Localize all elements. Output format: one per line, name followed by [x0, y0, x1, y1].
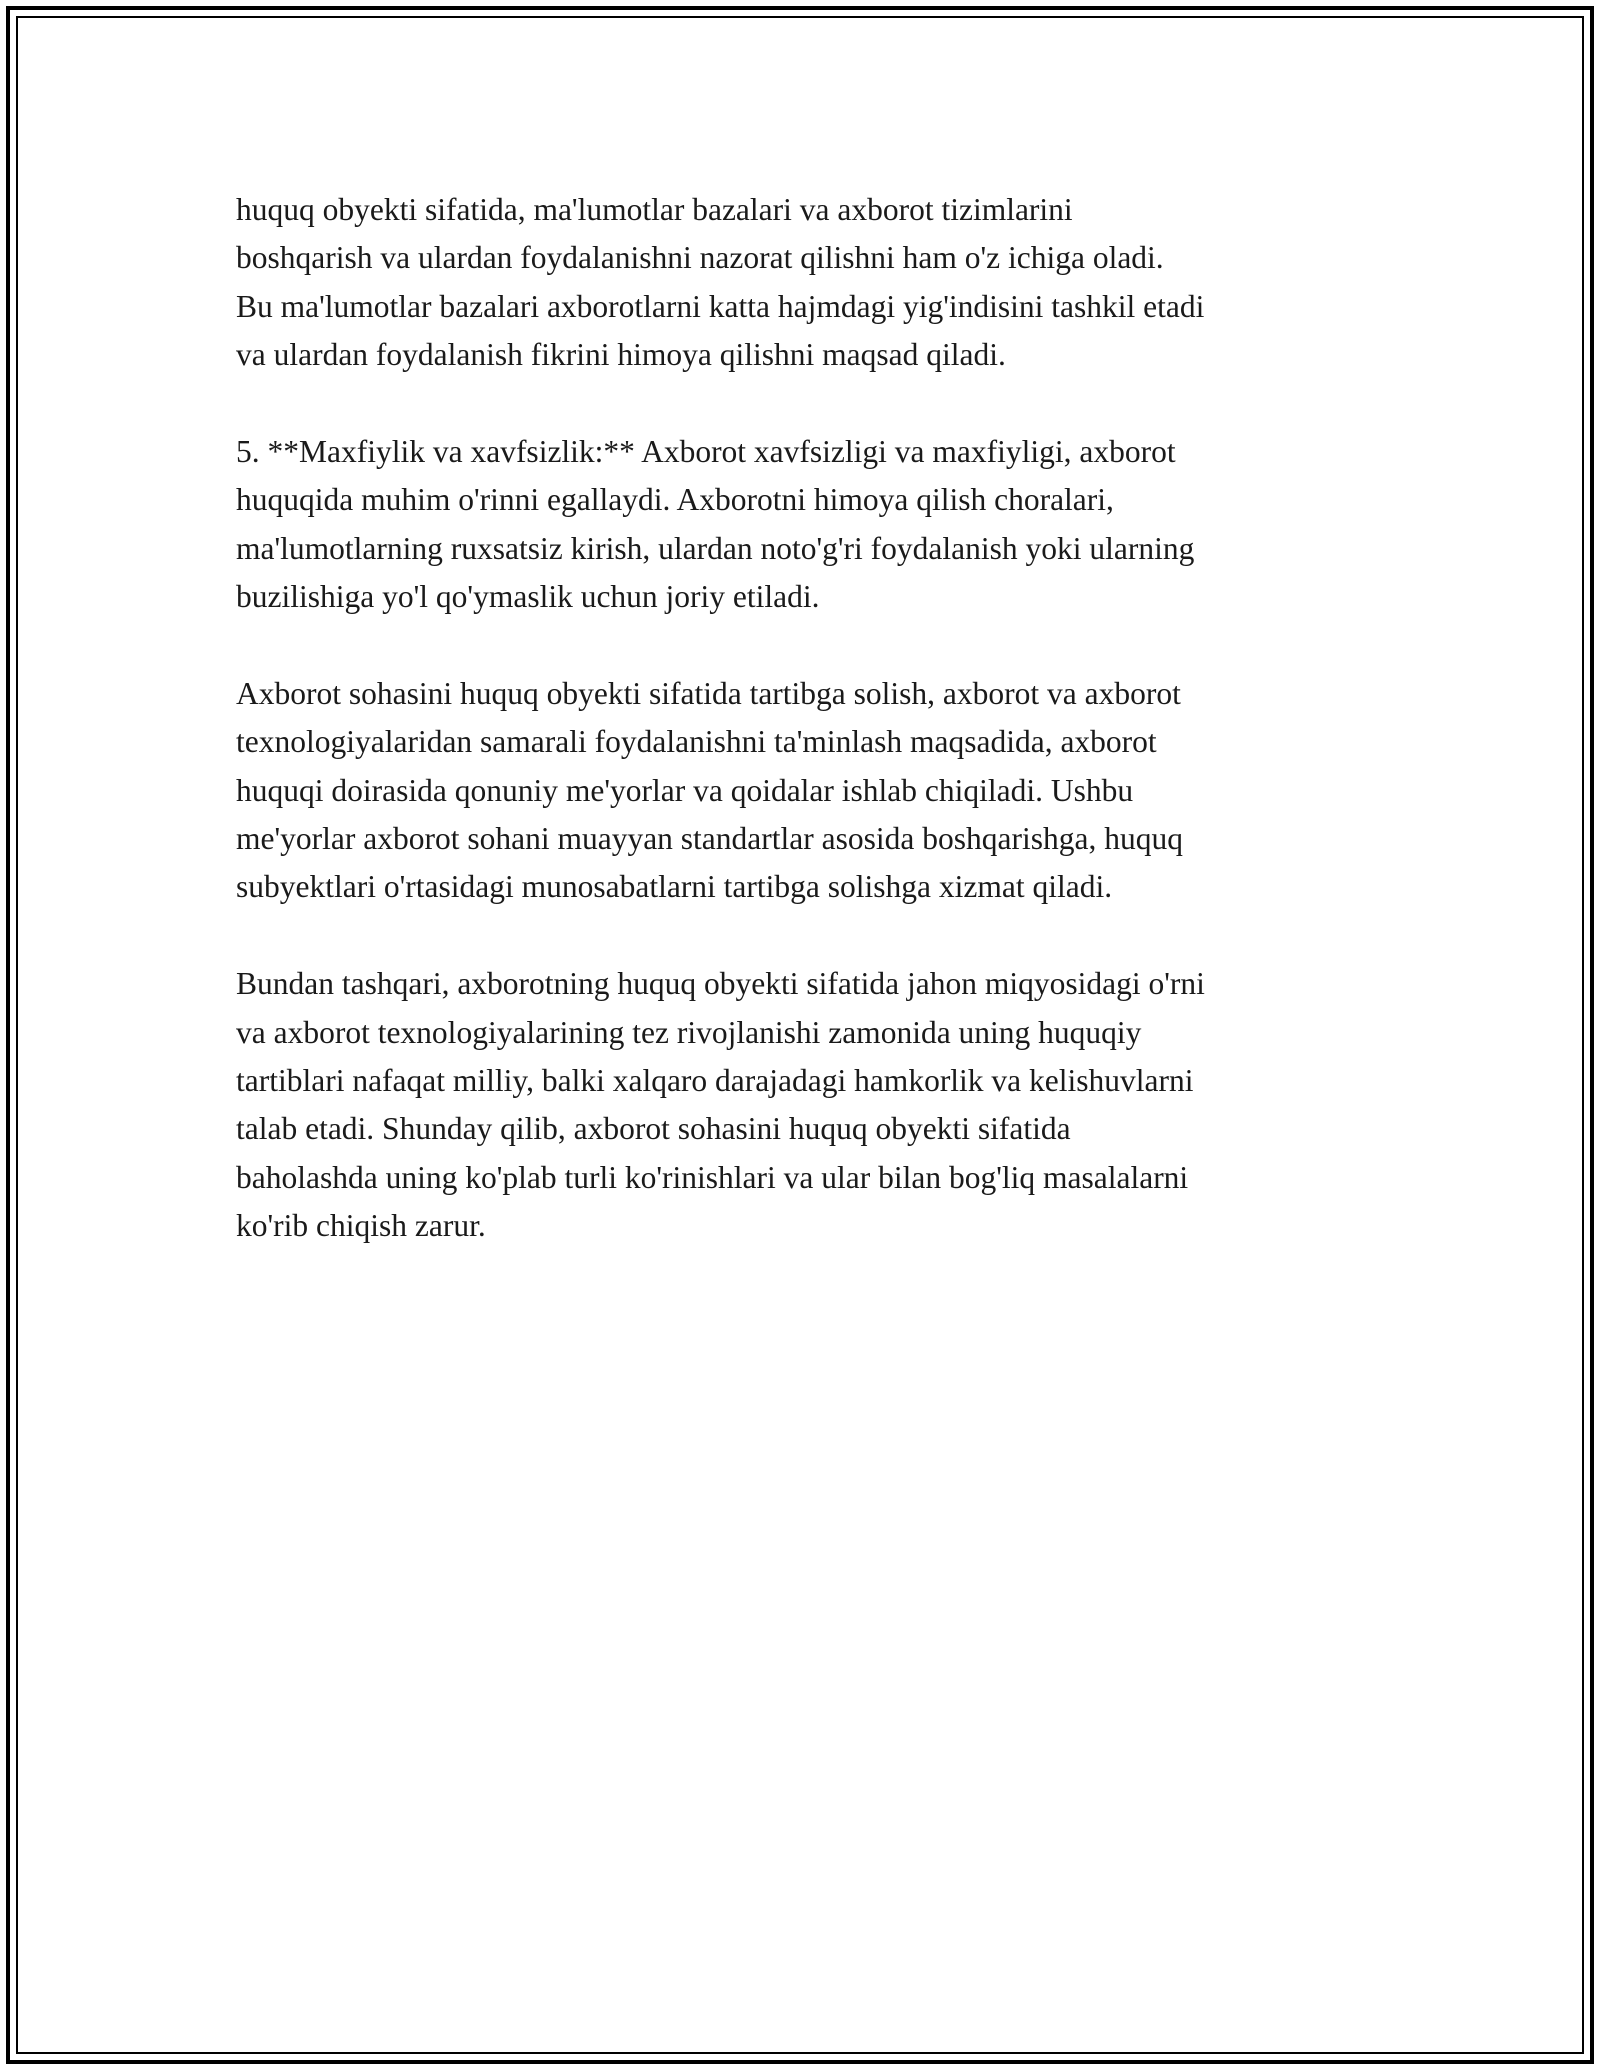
text-line: subyektlari o'rtasidagi munosabatlarni tartibga solishga xizmat qiladi. [236, 869, 1113, 905]
text-line: baholashda uning ko'plab turli ko'rinishlari va ular bilan bog'liq masalalarni [236, 1159, 1189, 1195]
text-line: huquq obyekti sifatida, ma'lumotlar bazalari va axborot tizimlarini [236, 192, 1073, 227]
text-line: ko'rib chiqish zarur. [236, 1208, 486, 1244]
text-line: texnologiyalaridan samarali foydalanishni ta'minlash maqsadida, axborot [236, 724, 1157, 760]
text-line: me'yorlar axborot sohani muayyan standartlar asosida boshqarishga, huquq [236, 821, 1183, 857]
text-line: huquqi doirasida qonuniy me'yorlar va qoidalar ishlab chiqiladi. Ushbu [236, 772, 1134, 808]
text-line: Axborot sohasini huquq obyekti sifatida tartibga solish, axborot va axborot [236, 675, 1181, 711]
paragraph-privacy-security [236, 428, 1376, 622]
text-line: ma'lumotlarning ruxsatsiz kirish, ulardan noto'g'ri foydalanish yoki ularning [236, 530, 1195, 566]
text-line: 5. **Maxfiylik va xavfsizlik:** Axborot xavfsizligi va maxfiyligi, axborot [236, 433, 1176, 469]
paragraph-databases [236, 186, 1376, 380]
document-body [236, 186, 1376, 1299]
text-line: huquqida muhim o'rinni egallaydi. Axborotni himoya qilish choralari, [236, 482, 1114, 518]
text-line: va axborot texnologiyalarining tez rivojlanishi zamonida uning huquqiy [236, 1014, 1142, 1050]
text-line: talab etadi. Shunday qilib, axborot sohasini huquq obyekti sifatida [236, 1111, 1071, 1147]
paragraph-conclusion [236, 960, 1376, 1250]
paragraph-regulation [236, 670, 1376, 912]
text-line: va ulardan foydalanish fikrini himoya qilishni maqsad qiladi. [236, 337, 1006, 373]
text-line: buzilishiga yo'l qo'ymaslik uchun joriy etiladi. [236, 579, 820, 615]
text-line: tartiblari nafaqat milliy, balki xalqaro darajadagi hamkorlik va kelishuvlarni [236, 1063, 1194, 1099]
text-line: Bundan tashqari, axborotning huquq obyekti sifatida jahon miqyosidagi o'rni [236, 966, 1205, 1002]
text-line: Bu ma'lumotlar bazalari axborotlarni katta hajmdagi yig'indisini tashkil etadi [236, 288, 1205, 324]
text-line: boshqarish va ulardan foydalanishni nazorat qilishni ham o'z ichiga oladi. [236, 240, 1164, 276]
